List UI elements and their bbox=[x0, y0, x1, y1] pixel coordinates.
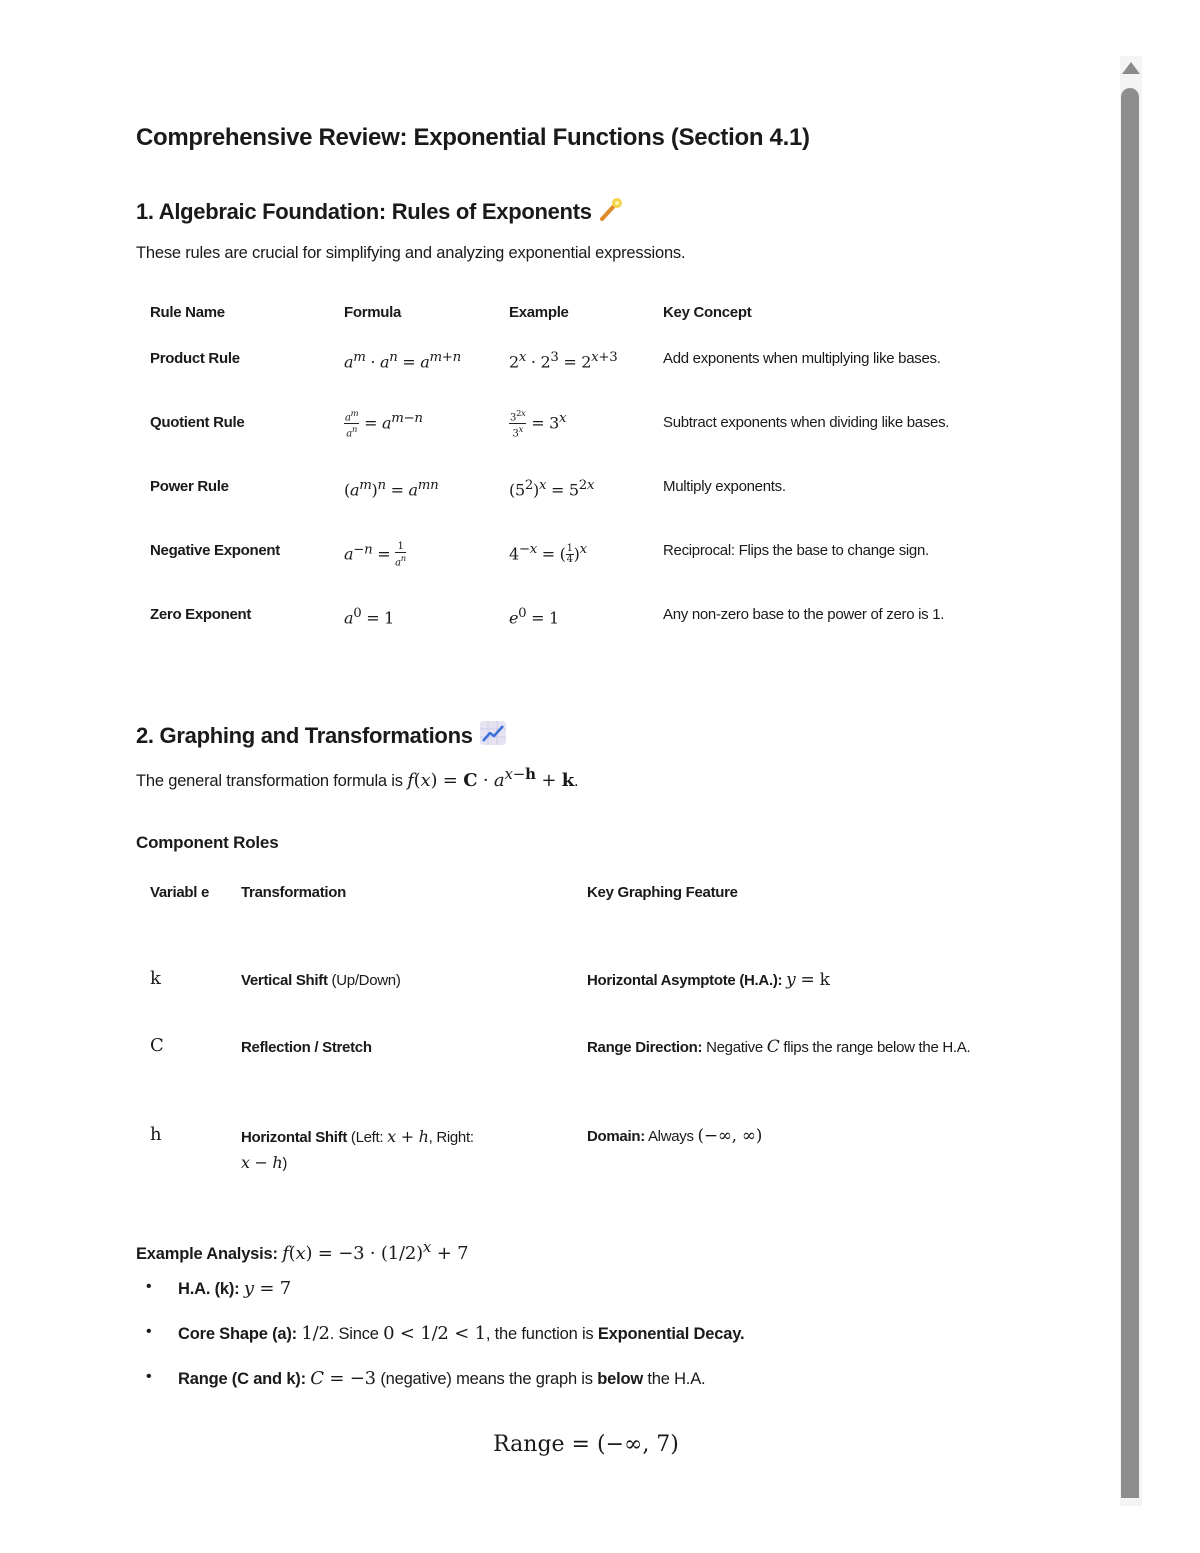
chart-increasing-icon bbox=[479, 720, 507, 752]
feature-rest: Negative bbox=[706, 1039, 763, 1056]
transformation-rest: , Right: bbox=[428, 1129, 474, 1146]
example: $\frac{3^{2x}}{3^x}$ = $3^x$ bbox=[510, 408, 567, 440]
key-concept: Subtract exponents when dividing like bases. bbox=[663, 414, 950, 431]
bullet-text: , the function is bbox=[485, 1325, 594, 1343]
page-title: Comprehensive Review: Exponential Functions (Section 4.1) bbox=[136, 124, 810, 151]
transformation bbox=[241, 1035, 541, 1060]
bullet-text: . Since bbox=[329, 1325, 379, 1343]
section-1-intro: These rules are crucial for simplifying and analyzing exponential expressions. bbox=[136, 244, 686, 262]
section-2-heading-text: 2. Graphing and Transformations bbox=[136, 723, 473, 748]
bullet-text: (negative) means the graph is bbox=[380, 1370, 593, 1388]
section-2-intro: The general transformation formula is $f(x) = C \cdot a^{x-h} + k$. bbox=[136, 765, 579, 791]
formula: $a^{-n}$ = $\frac{1}{a^n}$ bbox=[344, 541, 406, 569]
rule-name: Product Rule bbox=[150, 350, 240, 367]
key-feature: Domain: Always (−∞, ∞) bbox=[587, 1126, 763, 1146]
key-feature: Horizontal Asymptote (H.A.): y = k bbox=[587, 970, 830, 990]
section-1-heading bbox=[136, 196, 624, 228]
feature-bold: Range Direction: bbox=[587, 1039, 703, 1056]
range-display-equation: Range = (−∞, 7) bbox=[493, 1432, 679, 1457]
transformation bbox=[241, 968, 541, 993]
header-rule-name: Rule Name bbox=[150, 304, 225, 321]
list-item: • H.A. (k): y = 7 bbox=[136, 1278, 744, 1323]
key-concept: Any non-zero base to the power of zero is 1. bbox=[663, 606, 945, 623]
bullet-label: H.A. (k): bbox=[178, 1280, 240, 1298]
variable-k: k bbox=[150, 968, 161, 989]
transformation-bold: Horizontal Shift bbox=[241, 1129, 348, 1146]
component-roles-heading: Component Roles bbox=[136, 833, 279, 852]
transformation: Horizontal Shift (Left: x + h, Right: x − h) bbox=[241, 1127, 474, 1172]
header-example: Example bbox=[509, 304, 569, 321]
header-key-feature: Key Graphing Feature bbox=[587, 884, 738, 901]
formula: $a^0 = 1$ bbox=[344, 606, 395, 628]
list-item: • Range (C and k): C = −3 (negative) means the graph is below the H.A. bbox=[136, 1368, 744, 1413]
formula: $a^m \cdot a^n = a^{m+n}$ bbox=[344, 350, 461, 372]
transformation-bold: Reflection / Stretch bbox=[241, 1039, 372, 1056]
header-variable: Variabl e bbox=[150, 884, 210, 901]
example: $e^0 = 1$ bbox=[509, 606, 559, 628]
example: $2^x \cdot 2^3 = 2^{x+3}$ bbox=[509, 350, 618, 372]
transformation-rest: (Up/Down) bbox=[331, 972, 401, 989]
section-2-heading bbox=[136, 720, 507, 752]
bullet-bold: Exponential Decay. bbox=[597, 1325, 745, 1343]
key-concept: Add exponents when multiplying like bases. bbox=[663, 350, 941, 367]
example-bullets bbox=[136, 1278, 744, 1413]
key-concept: Reciprocal: Flips the base to change sign. bbox=[663, 542, 929, 559]
example: $4^{-x}$ = ( $\frac{1}{4}$ )$^x$ bbox=[509, 542, 587, 566]
example-label: Example Analysis: bbox=[136, 1245, 278, 1263]
feature-rest: flips the range below the H.A. bbox=[783, 1039, 971, 1056]
feature-rest: Always bbox=[647, 1128, 694, 1145]
formula: $\frac{a^m}{a^n}$ = $a^{m-n}$ bbox=[345, 408, 423, 440]
bullet-text: the H.A. bbox=[647, 1370, 706, 1388]
scrollbar-thumb[interactable] bbox=[1121, 88, 1139, 1498]
key-concept: Multiply exponents. bbox=[663, 478, 786, 495]
magic-wand-icon bbox=[598, 196, 624, 228]
transformation-rest: (Left: bbox=[350, 1129, 384, 1146]
bullet-bold: below bbox=[597, 1370, 643, 1388]
formula: $(a^m)^n = a^{mn}$ bbox=[344, 478, 439, 500]
bullet-label: Core Shape (a): bbox=[178, 1325, 297, 1343]
scroll-up-arrow-icon[interactable] bbox=[1122, 62, 1140, 74]
example-analysis: Example Analysis: $f(x) = -3 \cdot (1/2)^x + 7$ bbox=[136, 1238, 469, 1264]
rule-name: Power Rule bbox=[150, 478, 229, 495]
bullet-label: Range (C and k): bbox=[178, 1370, 306, 1388]
transformation-bold: Vertical Shift bbox=[241, 972, 328, 989]
feature-bold: Domain: bbox=[587, 1128, 645, 1145]
section-1-heading-text: 1. Algebraic Foundation: Rules of Exponents bbox=[136, 199, 592, 224]
range-label: Range bbox=[493, 1432, 565, 1457]
list-item: • Core Shape (a): 1/2. Since 0 < 1/2 < 1, the function is Exponential Decay. bbox=[136, 1323, 744, 1368]
rule-name: Negative Exponent bbox=[150, 542, 280, 559]
header-transformation: Transformation bbox=[241, 884, 346, 901]
header-formula: Formula bbox=[344, 304, 402, 321]
variable-h: h bbox=[150, 1124, 162, 1145]
key-feature: Range Direction: Negative C flips the range below the H.A. bbox=[587, 1037, 971, 1057]
rule-name: Quotient Rule bbox=[150, 414, 245, 431]
intro-text: The general transformation formula is bbox=[136, 772, 403, 790]
example: $(5^2)^x = 5^{2x}$ bbox=[509, 478, 595, 500]
header-key-concept: Key Concept bbox=[663, 304, 752, 321]
feature-bold: Horizontal Asymptote (H.A.): bbox=[587, 972, 783, 989]
rule-name: Zero Exponent bbox=[150, 606, 252, 623]
transformation-formula: $f(x) = C \cdot a^{x-h} + k$ bbox=[407, 765, 575, 791]
variable-c: C bbox=[150, 1035, 164, 1056]
